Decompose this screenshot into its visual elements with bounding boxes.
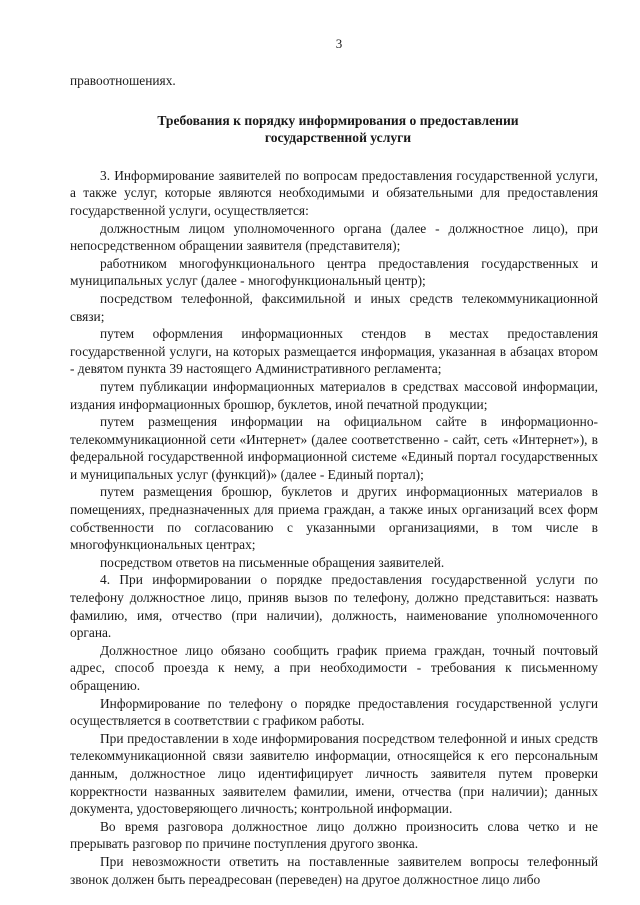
paragraph: Во время разговора должностное лицо должно произносить слова четко и не прерывать разговор по причине поступления другого звонка.	[70, 818, 598, 852]
paragraph: При невозможности ответить на поставленные заявителем вопросы телефонный звонок должен быть переадресован (переведен) на другое должностное лицо либо	[70, 853, 598, 887]
section-heading-line-2: государственной услуги	[264, 130, 412, 146]
lead-text: правоотношениях.	[70, 73, 176, 88]
paragraph: путем оформления информационных стендов в местах предоставления государственной услуги, на которых размещается информация, указанная в абзацах втором - девятом пункта 39 настоящего Административного регламента;	[70, 326, 598, 377]
paragraph: путем публикации информационных материалов в средствах массовой информации, издания информационных брошюр, буклетов, иной печатной продукции;	[70, 378, 598, 412]
document-body	[70, 167, 598, 888]
section-heading	[70, 112, 598, 147]
page-number: 3	[335, 36, 343, 51]
paragraph: 4. При информировании о порядке предоставления государственной услуги по телефону должностное лицо, приняв вызов по телефону, должно представиться: назвать фамилию, имя, отчество (при наличии), должность, наименование уполномоченного органа.	[70, 572, 598, 641]
paragraph: 3. Информирование заявителей по вопросам предоставления государственной услуги, а также услуг, которые являются необходимыми и обязательными для предоставления государственной услуги, осуществляется:	[70, 167, 598, 218]
paragraph: Информирование по телефону о порядке предоставления государственной услуги осуществляется в соответствии с графиком работы.	[70, 695, 598, 729]
paragraph: путем размещения информации на официальном сайте в информационно-телекоммуникационной сети «Интернет» (далее соответственно - сайт, сеть «Интернет»), в федеральной государственной информационной системе «Единый портал государственных и муниципальных услуг (функций)» (далее - Единый портал);	[70, 414, 598, 482]
paragraph: посредством телефонной, факсимильной и иных средств телекоммуникационной связи;	[70, 290, 598, 324]
paragraph: посредством ответов на письменные обращения заявителей.	[100, 554, 445, 570]
paragraph: Должностное лицо обязано сообщить график приема граждан, точный почтовый адрес, способ проезда к нему, а при необходимости - требования к письменному обращению.	[70, 642, 598, 693]
paragraph: При предоставлении в ходе информирования посредством телефонной и иных средств телекоммуникационной связи заявителю информации, относящейся к его персональным данным, должностное лицо идентифицирует личность заявителя путем проверки корректности названных заявителем фамилии, имени, отчества (при наличии); данных документа, удостоверяющего личность; контрольной информации.	[70, 730, 598, 817]
paragraph: работником многофункционального центра предоставления государственных и муниципальных услуг (далее - многофункциональный центр);	[70, 255, 598, 289]
paragraph: путем размещения брошюр, буклетов и других информационных материалов в помещениях, предназначенных для приема граждан, а также иных организаций всех форм собственности по согласованию с указанными организациями, в том числе в многофункциональных центрах;	[70, 484, 598, 553]
paragraph: должностным лицом уполномоченного органа (далее - должностное лицо), при непосредственном обращении заявителя (представителя);	[70, 220, 598, 254]
section-heading-line-1: Требования к порядку информирования о предоставлении	[157, 112, 519, 128]
